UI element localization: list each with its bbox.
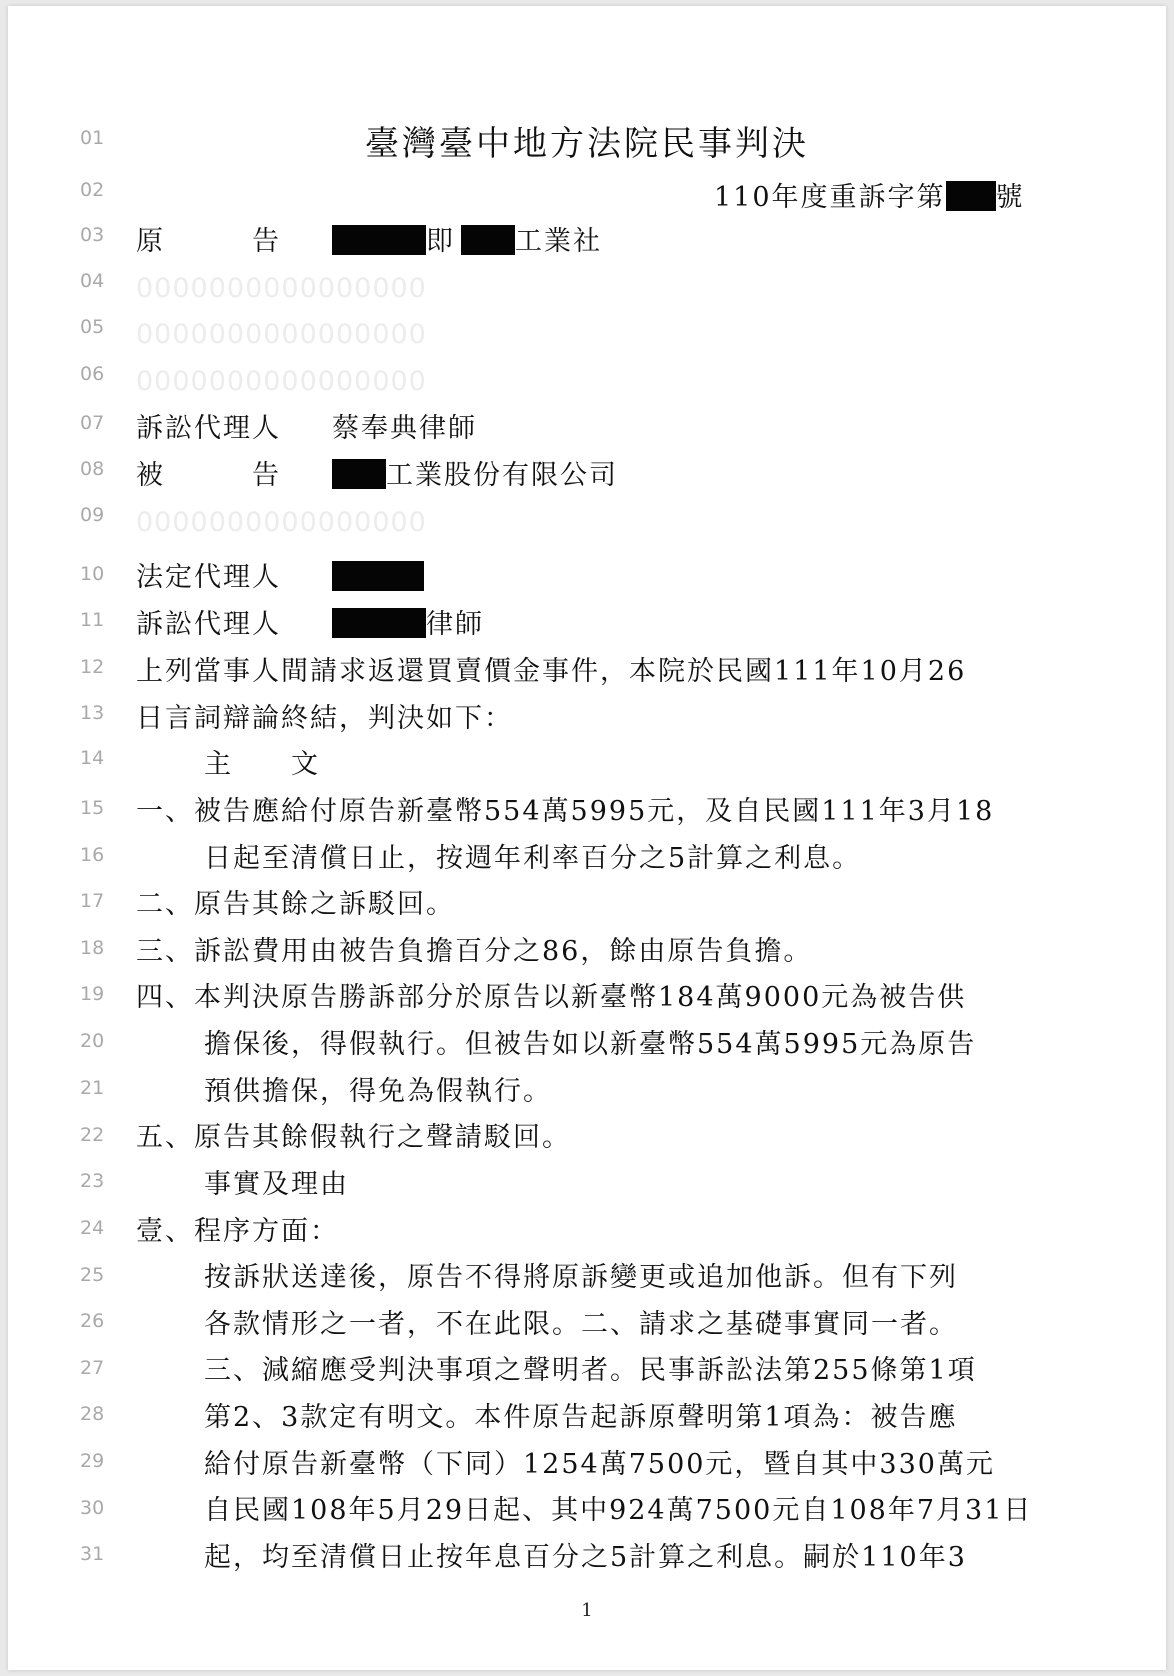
plaintiff-mid: 即: [426, 226, 455, 257]
defendant-label: 被 告: [136, 460, 281, 491]
line-number: 30: [80, 1497, 105, 1519]
plaintiff-label: 原 告: [136, 226, 281, 257]
body-line: 三、減縮應受判決事項之聲明者。民事訴訟法第255條第1項: [204, 1355, 977, 1386]
line-number: 28: [80, 1403, 105, 1425]
line-number: 12: [80, 656, 105, 678]
plaintiff-tail: 工業社: [515, 226, 602, 257]
redaction-block: [332, 608, 426, 638]
line-number: 09: [80, 504, 105, 526]
section-heading-main: 主 文: [204, 749, 320, 780]
line-number: 14: [80, 747, 105, 769]
hidden-address-line: 0000000000000000: [136, 319, 427, 350]
body-line: 上列當事人間請求返還買賣價金事件，本院於民國111年10月26: [136, 656, 967, 687]
hidden-address-line: 0000000000000000: [136, 366, 427, 397]
plaintiff-name: [332, 225, 602, 259]
attorney-name: 蔡奉典律師: [332, 413, 477, 444]
line-number: 01: [80, 127, 105, 149]
body-line: 二、原告其餘之訴駁回。: [136, 889, 455, 920]
body-line: 日言詞辯論終結，判決如下：: [136, 703, 513, 734]
case-number-prefix: 110年度重訴字第: [714, 182, 946, 213]
body-line: 一、被告應給付原告新臺幣554萬5995元，及自民國111年3月18: [136, 796, 995, 827]
redaction-block: [332, 225, 426, 255]
line-number: 19: [80, 983, 105, 1005]
line-number: 27: [80, 1357, 105, 1379]
case-number-suffix: 號: [995, 182, 1025, 213]
line-number: 21: [80, 1077, 105, 1099]
body-line: 四、本判決原告勝訴部分於原告以新臺幣184萬9000元為被告供: [136, 982, 967, 1013]
attorney-label: 訴訟代理人: [136, 413, 281, 444]
body-line: 預供擔保，得免為假執行。: [204, 1076, 552, 1107]
body-line: 擔保後，得假執行。但被告如以新臺幣554萬5995元為原告: [204, 1029, 977, 1060]
body-line: 第2、3款定有明文。本件原告起訴原聲明第1項為：被告應: [204, 1402, 958, 1433]
line-number: 16: [80, 844, 105, 866]
line-number: 10: [80, 563, 105, 585]
hidden-address-line: 0000000000000000: [136, 507, 427, 538]
line-number: 24: [80, 1217, 105, 1239]
body-line: 按訴狀送達後，原告不得將原訴變更或追加他訴。但有下列: [204, 1262, 958, 1293]
line-number: 18: [80, 937, 105, 959]
body-line: 日起至清償日止，按週年利率百分之5計算之利息。: [204, 843, 862, 874]
legal-rep-name: [332, 561, 424, 595]
body-line: 起，均至清償日止按年息百分之5計算之利息。嗣於110年3: [204, 1542, 967, 1573]
line-number: 23: [80, 1170, 105, 1192]
line-number: 08: [80, 458, 105, 480]
line-number: 26: [80, 1310, 105, 1332]
line-number: 17: [80, 890, 105, 912]
legal-rep-label: 法定代理人: [136, 562, 281, 593]
line-number: 31: [80, 1543, 105, 1565]
body-line: 給付原告新臺幣（下同）1254萬7500元，暨自其中330萬元: [204, 1449, 995, 1480]
redaction-block: [946, 181, 996, 211]
line-number: 15: [80, 797, 105, 819]
line-number: 04: [80, 270, 105, 292]
section-heading-facts: 事實及理由: [204, 1169, 349, 1200]
body-line: 自民國108年5月29日起、其中924萬7500元自108年7月31日: [204, 1495, 1033, 1526]
case-number: [714, 181, 1025, 215]
body-line: 三、訴訟費用由被告負擔百分之86，餘由原告負擔。: [136, 936, 813, 967]
line-number: 07: [80, 412, 105, 434]
defendant-name: [332, 459, 618, 493]
line-number: 22: [80, 1124, 105, 1146]
section-heading-procedure: 壹、程序方面：: [136, 1216, 339, 1247]
line-number: 20: [80, 1030, 105, 1052]
redaction-block: [461, 225, 515, 255]
redaction-block: [332, 459, 386, 489]
line-number: 13: [80, 702, 105, 724]
document-page: [8, 6, 1166, 1670]
line-number: 25: [80, 1264, 105, 1286]
def-attorney-label: 訴訟代理人: [136, 609, 281, 640]
redaction-block: [332, 561, 424, 591]
line-number: 06: [80, 363, 105, 385]
hidden-address-line: 0000000000000000: [136, 273, 427, 304]
defendant-tail: 工業股份有限公司: [386, 460, 618, 491]
body-line: 五、原告其餘假執行之聲請駁回。: [136, 1122, 571, 1153]
body-line: 各款情形之一者，不在此限。二、請求之基礎事實同一者。: [204, 1309, 958, 1340]
page-number: 1: [581, 1600, 593, 1621]
def-attorney-name: [332, 608, 484, 642]
document-title: 臺灣臺中地方法院民事判決: [365, 124, 809, 164]
line-number: 11: [80, 609, 105, 631]
line-number: 05: [80, 316, 105, 338]
def-attorney-tail: 律師: [426, 609, 484, 640]
line-number: 03: [80, 224, 105, 246]
line-number: 29: [80, 1450, 105, 1472]
line-number: 02: [80, 179, 105, 201]
